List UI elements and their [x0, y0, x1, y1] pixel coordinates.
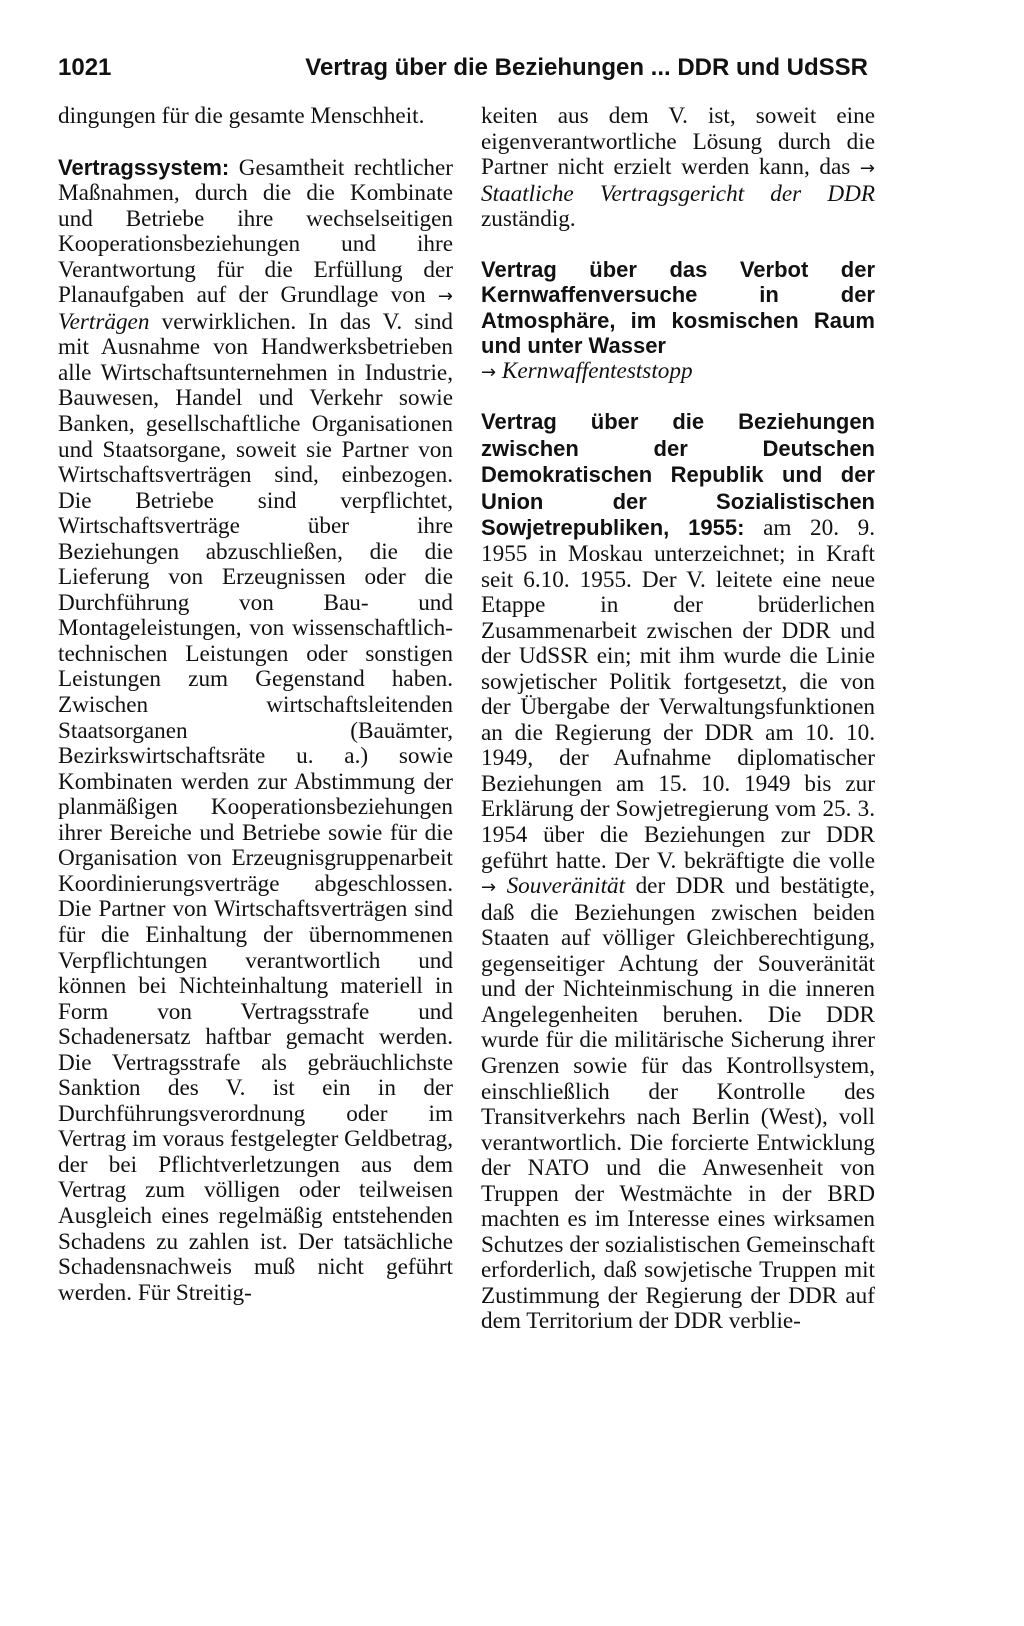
ref-arrow-icon: → — [437, 286, 454, 308]
ref-arrow-icon: → — [481, 361, 497, 383]
left-column — [58, 104, 453, 1306]
cross-reference-link[interactable]: Verträgen — [58, 308, 150, 335]
ref-arrow-icon: → — [481, 877, 497, 899]
entry-text-before-ref: am 20. 9. 1955 in Moskau unterzeichnet; in Kraft seit 6.10. 1955. Der V. leitete eine neue Etappe in der brüderlichen Zusammenarbeit zwischen der DDR und der UdSSR ein; mit ihm wurde die Linie sowjetischer Politik fortgesetzt, die von der Übergabe der Verwaltungsfunktionen an die Regierung der DDR am 10. 10. 1949, der Aufnahme diplomatischer Beziehungen am 15. 10. 1949 bis zur Erklärung der Sowjetregierung vom 25. 3. 1954 über die Beziehungen zur DDR geführt hatte. Der V. bekräftigte die volle — [481, 515, 876, 874]
entry-test-ban-reference — [481, 359, 875, 386]
continuation-text: keiten aus dem V. ist, soweit eine eigenverantwortliche Lösung durch die Partner nicht erzielt werden kann, das — [481, 103, 875, 181]
cross-reference-link[interactable]: Kernwaffenteststopp — [501, 357, 693, 384]
continuation-paragraph — [58, 104, 453, 130]
entry-text-before-ref: Gesamtheit rechtlicher Maßnahmen, durch die die Kombinate und Betriebe ihre wechselseitigen Kooperationsbeziehungen und ihre Verantwortung für die Erfüllung der Planaufgaben auf der Grundlage von — [58, 154, 453, 309]
entry-text-after-ref: der DDR und bestätigte, daß die Beziehungen zwischen beiden Staaten auf völliger Gleichberechtigung, gegenseitiger Achtung der Souveränität und der Nichteinmischung in die inneren Angelegenheiten beruhen. Die DDR wurde für die militärische Sicherung ihrer Grenzen sowie für das Kontrollsystem, einschließlich der Kontrolle des Transitverkehrs nach Berlin (West), voll verantwortlich. Die forcierte Entwicklung der NATO und die Anwesenheit von Truppen der Westmächte in der BRD machten es im Interesse eines wirksamen Schutzes der sozialistischen Gemeinschaft erforderlich, daß sowjetische Truppen mit Zustimmung der Regierung der DDR auf dem Territorium der DDR verblie- — [481, 873, 876, 1335]
cross-reference-link[interactable]: Souveränität — [506, 873, 626, 900]
entry-vertragssystem — [58, 155, 453, 1307]
continuation-text: dingungen für die gesamte Menschheit. — [58, 103, 425, 129]
entry-heading-test-ban: Vertrag über das Verbot der Kernwaffenversuche in der Atmosphäre, im kosmischen Raum und unter Wasser — [481, 256, 875, 359]
page-header — [58, 48, 868, 88]
page-number: 1021 — [58, 54, 112, 81]
entry-heading-treaty: Vertrag über die Beziehungen zwischen der Deutschen Demokratischen Republik und der Union der Sozialistischen Sowjetrepubliken, 1955: — [481, 409, 875, 541]
running-head: Vertrag über die Beziehungen ... DDR und UdSSR — [305, 54, 868, 81]
entry-text-after-ref: verwirklichen. In das V. sind mit Ausnahme von Handwerksbetrieben alle Wirtschaftsunternehmen in Industrie, Bauwesen, Handel und Verkehr sowie Banken, gesellschaftliche Organisationen und Staatsorgane, soweit sie Partner von Wirtschaftsverträgen sind, einbezogen. Die Betriebe sind verpflichtet, Wirtschaftsverträge über ihre Beziehungen abzuschließen, die die Lieferung von Erzeugnissen oder die Durchführung von Bau- und Montageleistungen, von wissenschaftlich-technischen Leistungen oder sonstigen Leistungen zum Gegenstand haben. Zwischen wirtschaftsleitenden Staatsorganen (Bauämter, Bezirkswirtschaftsräte u. a.) sowie Kombinaten werden zur Abstimmung der planmäßigen Kooperationsbeziehungen ihrer Bereiche und Betriebe sowie für die Organisation von Erzeugnisgruppenarbeit Koordinierungsverträge abgeschlossen. Die Partner von Wirtschaftsverträgen sind für die Einhaltung der übernommenen Verpflichtungen verantwortlich und können bei Nichteinhaltung materiell in Form von Vertragsstrafe und Schadenersatz haftbar gemacht werden. Die Vertragsstrafe als gebräuchlichste Sanktion des V. ist ein in der Durchführungsverordnung oder im Vertrag im voraus festgelegter Geldbetrag, der bei Pflichtverletzungen aus dem Vertrag zum völligen oder teilweisen Ausgleich eines regelmäßig entstehenden Schadens zu zahlen ist. Der tatsächliche Schadensnachweis muß nicht geführt werden. Für Streitig- — [58, 308, 454, 1306]
right-column — [481, 104, 875, 1335]
continuation-text-end: zuständig. — [481, 206, 576, 233]
entry-term: Vertragssystem: — [58, 154, 230, 180]
ref-arrow-icon: → — [859, 158, 875, 180]
cross-reference-link[interactable]: Staatliche Vertragsgericht der DDR — [481, 180, 875, 207]
continuation-paragraph — [481, 104, 875, 233]
entry-treaty-1955 — [481, 409, 875, 1335]
